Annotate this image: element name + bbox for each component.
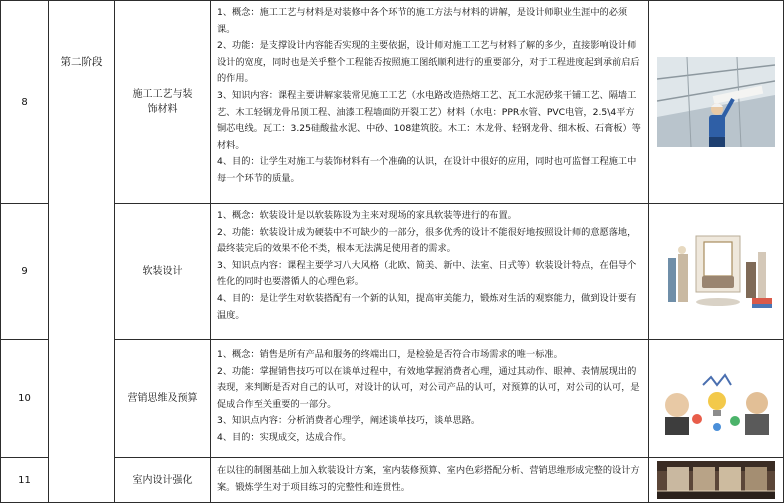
topic-description bbox=[210, 203, 649, 340]
interior-room-photo bbox=[648, 457, 784, 503]
topic-description bbox=[210, 339, 649, 458]
topic-description bbox=[210, 0, 649, 204]
desc-line: 2、功能：软装设计成为硬装中不可缺少的一部分，很多优秀的设计不能很好地按照设计师的意愿落地，最终装完后的效果不伦不类，根本无法满足使用者的需求。 bbox=[217, 226, 637, 255]
desc-line: 3、知识内容：课程主要讲解家装常见施工工艺（水电路改造热熔工艺、瓦工水泥砂浆干铺工艺、隔墙工艺、木工轻钢龙骨吊顶工程、油漆工程墙面防开裂工艺）材料（水电：PPR水管、PVC电管，2.5\4平方铜芯电线。瓦工：3.25硅酸盐水泥、中砂、108建筑胶。木工：木龙骨、轻钢龙骨、细木板、石膏板）等材料。 bbox=[217, 89, 641, 151]
desc-line: 1、概念：施工工艺与材料是对装修中各个环节的施工方法与材料的讲解，是设计师职业生涯中的必须课。 bbox=[217, 7, 628, 35]
stage-label: 第二阶段 bbox=[48, 0, 115, 503]
row-number: 8 bbox=[0, 0, 49, 204]
desc-line: 2、功能：掌握销售技巧可以在谈单过程中，有效地掌握消费者心理，通过其动作、眼神、表情展现出的表现，来判断是否对自己的认可，对设计的认可，对公司产品的认可，对预算的认可，对公司的认可，是促成合作至关重要的一部分。 bbox=[217, 365, 640, 410]
topic-label: 软装设计 bbox=[114, 203, 211, 340]
worker-ceiling-photo bbox=[648, 0, 784, 204]
row-number: 10 bbox=[0, 339, 49, 458]
desc-line: 3、知识点内容：课程主要学习八大风格（北欧、简美、新中、法室、日式等）软装设计特点，在倡导个性化的同时也要潜循人的心理色彩。 bbox=[217, 259, 637, 288]
marketing-thinking-illustration bbox=[648, 339, 784, 458]
desc-line: 4、目的：让学生对施工与装饰材料有一个准确的认识，在设计中很好的应用，同时也可监督工程施工中每一个环节的质量。 bbox=[217, 156, 637, 184]
desc-line: 在以往的制图基础上加入软装设计方案，室内装修预算、室内色彩搭配分析、营销思维形成完整的设计方案。锻炼学生对于项目练习的完整性和连贯性。 bbox=[217, 465, 640, 493]
row-number: 11 bbox=[0, 457, 49, 503]
desc-line: 1、概念：销售是所有产品和服务的终端出口，是检验是否符合市场需求的唯一标准。 bbox=[217, 349, 563, 360]
topic-label: 施工工艺与装饰材料 bbox=[114, 0, 211, 204]
topic-label: 营销思维及预算 bbox=[114, 339, 211, 458]
row-number: 9 bbox=[0, 203, 49, 340]
desc-line: 1、概念：软装设计是以软装陈设为主来对现场的家具软装等进行的布置。 bbox=[217, 210, 517, 221]
desc-line: 3、知识点内容：分析消费者心理学，阐述谈单技巧，谈单思路。 bbox=[217, 415, 481, 427]
topic-label: 室内设计强化 bbox=[114, 457, 211, 503]
desc-line: 2、功能：是支撑设计内容能否实现的主要依据，设计师对施工工艺与材料了解的多少，直接影响设计师设计的宽度，同时也是关乎整个工程能否按照施工图纸顺利进行的重要部分，对于工程进度起到承前启后的作用。 bbox=[217, 40, 640, 85]
soft-decor-collage bbox=[648, 203, 784, 340]
topic-description bbox=[210, 457, 649, 503]
desc-line: 4、目的：是让学生对软装搭配有一个新的认知，提高审美能力，锻炼对生活的观察能力，做到设计要有温度。 bbox=[217, 292, 637, 321]
desc-line: 4、目的：实现成交，达成合作。 bbox=[217, 431, 352, 443]
